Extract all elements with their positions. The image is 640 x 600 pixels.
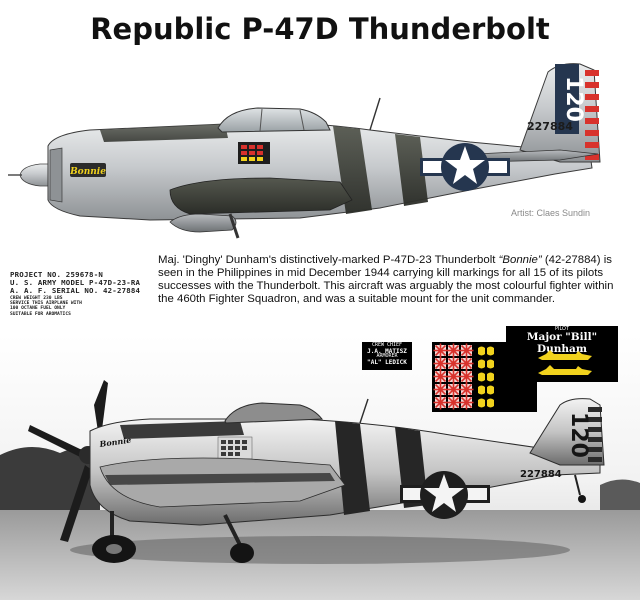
rising-sun-flag [434,370,448,384]
stencil-model: U. S. ARMY MODEL P-47D-23-RA [10,278,141,288]
pilot-name-plate [506,326,618,382]
armorer-name: "AL" LEDICK [367,358,407,366]
bomb-mark [487,373,494,382]
crew-chief-label: CREW CHIEF [371,342,403,348]
nickname-profile: Bonnie [70,167,106,177]
artist-credit: Artist: Claes Sundin [511,208,591,218]
bomb-mark [487,399,494,408]
fuselage-kill-markings [238,142,270,164]
rising-sun-flag [447,357,461,371]
serial-profile: 227884 [527,120,573,133]
ship-markings [536,348,596,378]
caption [158,254,628,306]
tail-code-profile: 120 [561,76,586,122]
bomb-mark [478,347,485,356]
page-title: Republic P-47D Thunderbolt [90,12,550,46]
rising-sun-flag [434,344,448,358]
caption-text-end: (42-27884) is seen in the Philippines in mid December 1944 carrying kill markings for all 15 of its pilots successes with the Thunderbolt. This aircraft was arguably the most colourful fighter within the 460th Fighter Squadron, and was a suitable mount for the unit commander. [158,254,614,305]
rising-sun-flag [447,396,461,410]
data-stencil [10,271,160,317]
rising-sun-flag [460,370,474,384]
aircraft-profile-illustration [0,50,640,250]
bomb-mark [478,360,485,369]
rising-sun-flag [434,383,448,397]
serial-photo: 227884 [520,469,562,480]
crew-chief-name: J.A. MATISZ [367,347,407,355]
crew-chief-placard [362,342,412,370]
rising-sun-flag [460,396,474,410]
rising-sun-flag [434,396,448,410]
rising-sun-flag [460,357,474,371]
armorer-label: ARMORER [376,353,398,360]
stencil-project: PROJECT NO. 259678-N [10,270,103,279]
tail-code-photo: 120 [566,412,591,458]
rising-sun-flag [460,383,474,397]
rising-sun-flag [447,383,461,397]
pilot-name: Major "Bill" Dunham [526,331,598,355]
stencil-aromatics: SUITABLE FOR AROMATICS [10,311,71,317]
bomb-mark [487,347,494,356]
rising-sun-flag [460,344,474,358]
caption-aircraft-name: “Bonnie” [498,254,542,266]
caption-text-start: Maj. 'Dinghy' Dunham's distinctively-marked P-47D-23 Thunderbolt [158,254,499,266]
nickname-photo: Bonnie [98,434,132,449]
rising-sun-flag [447,370,461,384]
bomb-mark [478,399,485,408]
stencil-crew-weight: CREW WEIGHT 230 LBS [10,295,63,301]
bomb-mark [478,373,485,382]
stencil-fuel: 100 OCTANE FUEL ONLY [10,306,66,312]
bomb-mark [487,386,494,395]
rising-sun-flag [447,344,461,358]
bomb-mark [487,360,494,369]
rising-sun-flag [434,357,448,371]
stencil-service: SERVICE THIS AIRPLANE WITH [10,301,82,307]
bomb-mark [478,386,485,395]
rising-sun-flags [434,344,474,410]
stencil-serial: A. A. F. SERIAL NO. 42-27884 [10,286,141,296]
pilot-label: PILOT [554,326,570,332]
